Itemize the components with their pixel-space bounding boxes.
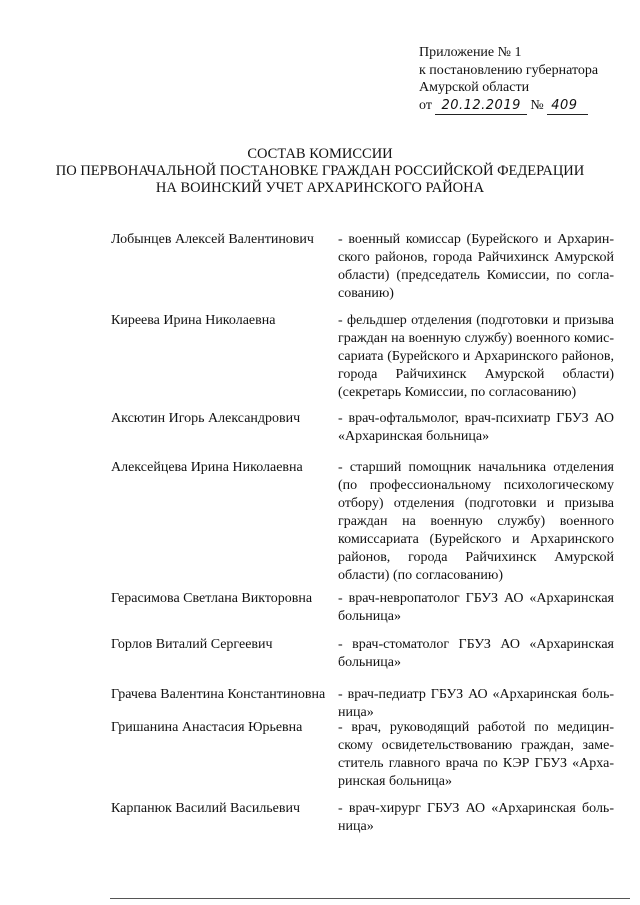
member-role: - врач, руководящий работой по медицинскому освидетельствованию граждан, заместитель главного врача по КЭР ГБУЗ «Архаринская больница» (338, 720, 614, 789)
member-name: Гришанина Анастасия Юрьевна (111, 720, 303, 735)
number-label: № (530, 97, 544, 113)
member-role: - военный комиссар (Бурейского и Архаринского районов, города Райчихинск Амурской области) (председатель Комиссии, по согласованию) (338, 232, 614, 301)
member-role: - фельдшер отделения (подготовки и призыва граждан на военную службу) военного комиссариата (Бурейского и Архаринского районов, города Райчихинск Амурской области) (секретарь Комиссии, по согласованию) (338, 313, 614, 400)
handwritten-date: 20.12.2019 (435, 97, 526, 116)
member-name: Карпанюк Василий Васильевич (111, 801, 301, 816)
appendix-line-2: к постановлению губернатора (419, 62, 599, 78)
from-label: от (419, 97, 432, 113)
handwritten-number: 409 (547, 97, 587, 116)
member-name: Алексейцева Ирина Николаевна (111, 460, 303, 475)
member-name: Грачева Валентина Константиновна (111, 687, 326, 702)
member-role: - врач-хирург ГБУЗ АО «Архаринская больница» (338, 801, 614, 834)
member-name: Киреева Ирина Николаевна (111, 313, 276, 328)
member-role: - врач-стоматолог ГБУЗ АО «Архаринская больница» (338, 637, 614, 670)
member-name: Герасимова Светлана Викторовна (111, 591, 313, 606)
appendix-line-1: Приложение № 1 (419, 45, 522, 60)
appendix-line-3: Амурской области (419, 80, 530, 95)
member-name: Горлов Виталий Сергеевич (111, 637, 273, 652)
document-title (0, 146, 640, 197)
member-role: - врач-офтальмолог, врач-психиатр ГБУЗ АО «Архаринская больница» (338, 411, 614, 444)
member-name: Аксютин Игорь Александрович (111, 411, 301, 426)
member-role: - врач-педиатр ГБУЗ АО «Архаринская больница» (338, 687, 614, 720)
bottom-divider (110, 898, 630, 899)
title-line-3: НА ВОИНСКИЙ УЧЕТ АРХАРИНСКОГО РАЙОНА (155, 180, 485, 196)
appendix-date-line (419, 97, 598, 116)
member-name: Лобынцев Алексей Валентинович (111, 232, 314, 247)
appendix-block (419, 44, 598, 115)
title-line-2: ПО ПЕРВОНАЧАЛЬНОЙ ПОСТАНОВКЕ ГРАЖДАН РОССИЙСКОЙ ФЕДЕРАЦИИ (55, 163, 585, 179)
title-line-1: СОСТАВ КОМИССИИ (247, 146, 393, 162)
member-role: - врач-невропатолог ГБУЗ АО «Архаринская больница» (338, 591, 614, 624)
member-role: - старший помощник начальника отделения (по профессиональному психологическому отбору) отделения (подготовки и призыва граждан на военную службу) военного комиссариата (Бурейского и Архаринского районов, города Райчихинск Амурской области) (по согласованию) (338, 460, 614, 583)
